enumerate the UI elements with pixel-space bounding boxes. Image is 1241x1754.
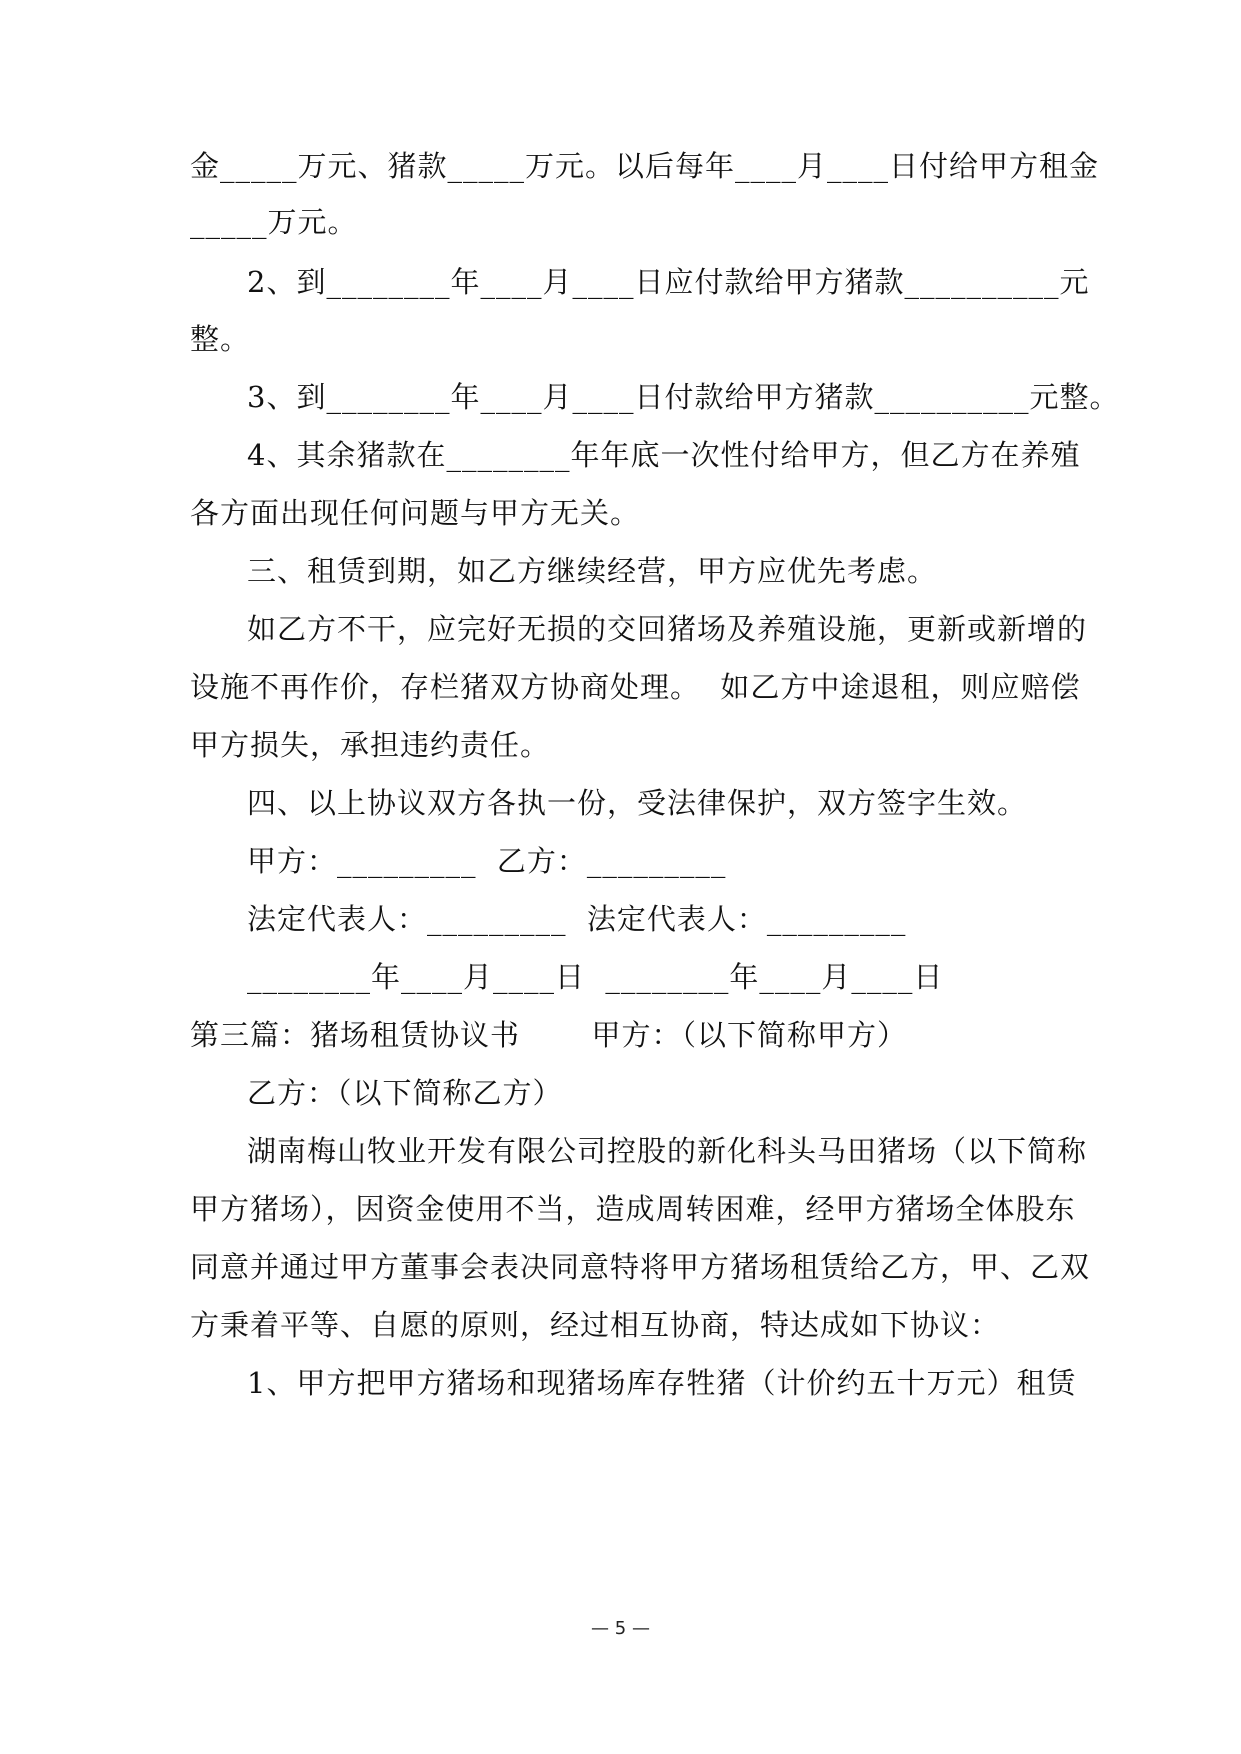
paragraph-line: 同意并通过甲方董事会表决同意特将甲方猪场租赁给乙方，甲、乙双 [190,1250,1091,1284]
paragraph-line: 甲方猪场），因资金使用不当，造成周转困难，经甲方猪场全体股东 [190,1192,1076,1226]
signature-line-dates: ________年____月____日 ________年____月____日 [247,960,944,994]
paragraph-line: 如乙方不干，应完好无损的交回猪场及养殖设施，更新或新增的 [247,612,1088,646]
paragraph-line: _____万元。 [190,205,358,239]
signature-line-parties: 甲方：_________ 乙方：_________ [247,844,727,878]
paragraph-line: 三、租赁到期，如乙方继续经营，甲方应优先考虑。 [247,554,938,588]
paragraph-line: 乙方：（以下简称乙方） [247,1076,563,1110]
paragraph-line: 设施不再作价，存栏猪双方协商处理。 如乙方中途退租，则应赔偿 [190,670,1081,704]
paragraph-line: 金_____万元、猪款_____万元。以后每年____月____日付给甲方租金 [190,149,1100,183]
signature-line-representatives: 法定代表人：_________ 法定代表人：_________ [247,902,907,936]
paragraph-line: 4、其余猪款在________年年底一次性付给甲方，但乙方在养殖 [247,438,1081,472]
paragraph-line: 3、到________年____月____日付款给甲方猪款__________元整。 [247,380,1120,414]
paragraph-line: 湖南梅山牧业开发有限公司控股的新化科头马田猪场（以下简称 [247,1134,1088,1168]
paragraph-line: 各方面出现任何问题与甲方无关。 [190,496,641,530]
section-heading: 第三篇：猪场租赁协议书 甲方：（以下简称甲方） [190,1018,908,1052]
paragraph-line: 方秉着平等、自愿的原则，经过相互协商，特达成如下协议： [190,1308,1001,1342]
paragraph-line: 四、以上协议双方各执一份，受法律保护，双方签字生效。 [247,786,1028,820]
paragraph-line: 整。 [190,322,251,356]
page-number: — 5 — [591,1618,650,1639]
paragraph-line: 1、甲方把甲方猪场和现猪场库存牲猪（计价约五十万元）租赁 [247,1366,1077,1400]
paragraph-line: 2、到________年____月____日应付款给甲方猪款__________元 [247,265,1090,299]
paragraph-line: 甲方损失，承担违约责任。 [190,728,551,762]
